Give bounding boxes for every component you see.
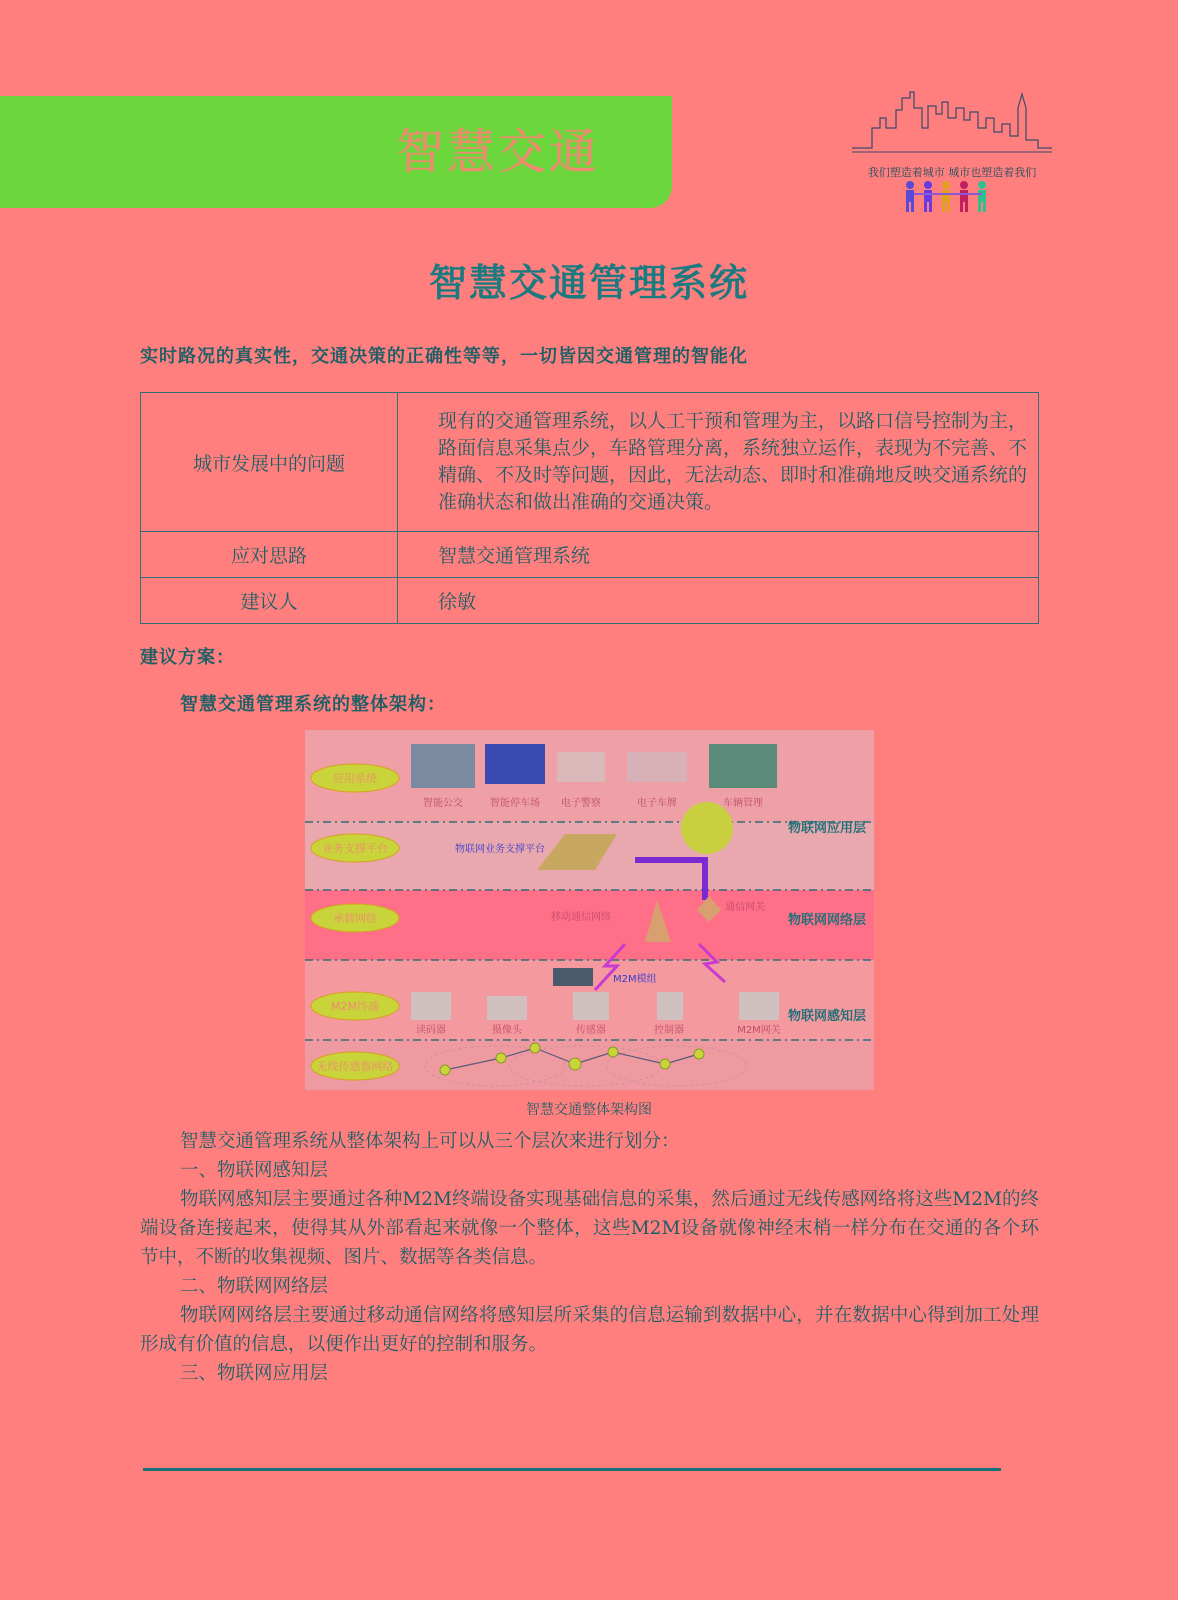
city-skyline-icon [852, 88, 1052, 166]
bus-image [411, 744, 475, 788]
paragraph: 二、物联网网络层 [180, 1276, 329, 1297]
subtitle: 实时路况的真实性，交通决策的正确性等等，一切皆因交通管理的智能化 [140, 346, 748, 367]
app-label: 智能公交 [423, 798, 463, 809]
table-label: 建议人 [141, 578, 398, 624]
table-value: 徐敏 [398, 578, 1039, 624]
terminal-label: 传感器 [576, 1025, 606, 1036]
table-row [141, 532, 1039, 578]
table-value: 智慧交通管理系统 [398, 532, 1039, 578]
table-label: 城市发展中的问题 [141, 393, 398, 532]
footer-divider [143, 1468, 1001, 1471]
paragraph: 物联网网络层主要通过移动通信网络将感知层所采集的信息运输到数据中心，并在数据中心得到加工处理形成有价值的信息，以便作出更好的控制和服务。 [140, 1305, 1039, 1355]
layer-label: 物联网网络层 [787, 913, 867, 928]
page-title: 智慧交通管理系统 [428, 261, 749, 305]
architecture-heading: 智慧交通管理系统的整体架构： [180, 694, 446, 715]
table-row [141, 393, 1039, 532]
app-label: 智能停车场 [490, 798, 540, 809]
terminal-label: 控制器 [654, 1025, 684, 1036]
layer-label: 物联网感知层 [787, 1009, 867, 1024]
mobile-network-label: 移动通信网络 [551, 912, 611, 923]
diagram-label: 无线传感器网络 [316, 1060, 394, 1073]
proposal-heading: 建议方案： [140, 647, 235, 668]
m2m-module-label: M2M模组 [613, 974, 657, 985]
terminal-label: M2M网关 [737, 1025, 781, 1036]
table-value: 现有的交通管理系统，以人工干预和管理为主，以路口信号控制为主，路面信息采集点少，车路管理分离，系统独立运作，表现为不完善、不精确、不及时等问题，因此，无法动态、即时和准确地反映交通系统的准确状态和做出准确的交通决策。 [398, 393, 1039, 532]
app-label: 电子车牌 [637, 798, 677, 809]
terminal-label: 摄像头 [492, 1025, 522, 1036]
paragraph: 一、物联网感知层 [180, 1160, 329, 1181]
banner-title: 智慧交通 [395, 124, 600, 180]
app-label: 电子警察 [561, 798, 601, 809]
m2m-module-image [553, 968, 593, 986]
layer-label: 物联网应用层 [787, 821, 867, 836]
diagram-label: 承载网络 [333, 912, 377, 925]
slogan: 我们塑造着城市 城市也塑造着我们 [867, 166, 1037, 179]
diagram-caption: 智慧交通整体架构图 [526, 1102, 652, 1118]
people-icon [902, 180, 1002, 214]
table-label: 应对思路 [141, 532, 398, 578]
plate-image [627, 752, 687, 782]
body-text [140, 1127, 1039, 1388]
diagram-label: M2M终端 [331, 1000, 379, 1013]
camera-image [557, 752, 605, 782]
traffic-image [709, 744, 777, 788]
app-label: 车辆管理 [723, 798, 763, 809]
paragraph: 三、物联网应用层 [180, 1363, 329, 1384]
gateway-label: 通信网关 [725, 902, 765, 913]
info-table [140, 392, 1039, 624]
architecture-diagram [305, 730, 874, 1090]
parking-image [485, 744, 545, 784]
paragraph: 智慧交通管理系统从整体架构上可以从三个层次来进行划分： [180, 1131, 680, 1152]
table-row [141, 578, 1039, 624]
diagram-label: 应用系统 [333, 772, 377, 785]
terminal-label: 读码器 [416, 1025, 446, 1036]
diagram-label: 业务支撑平台 [322, 842, 388, 855]
paragraph: 物联网感知层主要通过各种M2M终端设备实现基础信息的采集，然后通过无线传感网络将这些M2M的终端设备连接起来，使得其从外部看起来就像一个整体，这些M2M设备就像神经末梢一样分布在交通的各个环节中，不断的收集视频、图片、数据等各类信息。 [140, 1189, 1039, 1268]
platform-label: 物联网业务支撑平台 [455, 844, 545, 855]
